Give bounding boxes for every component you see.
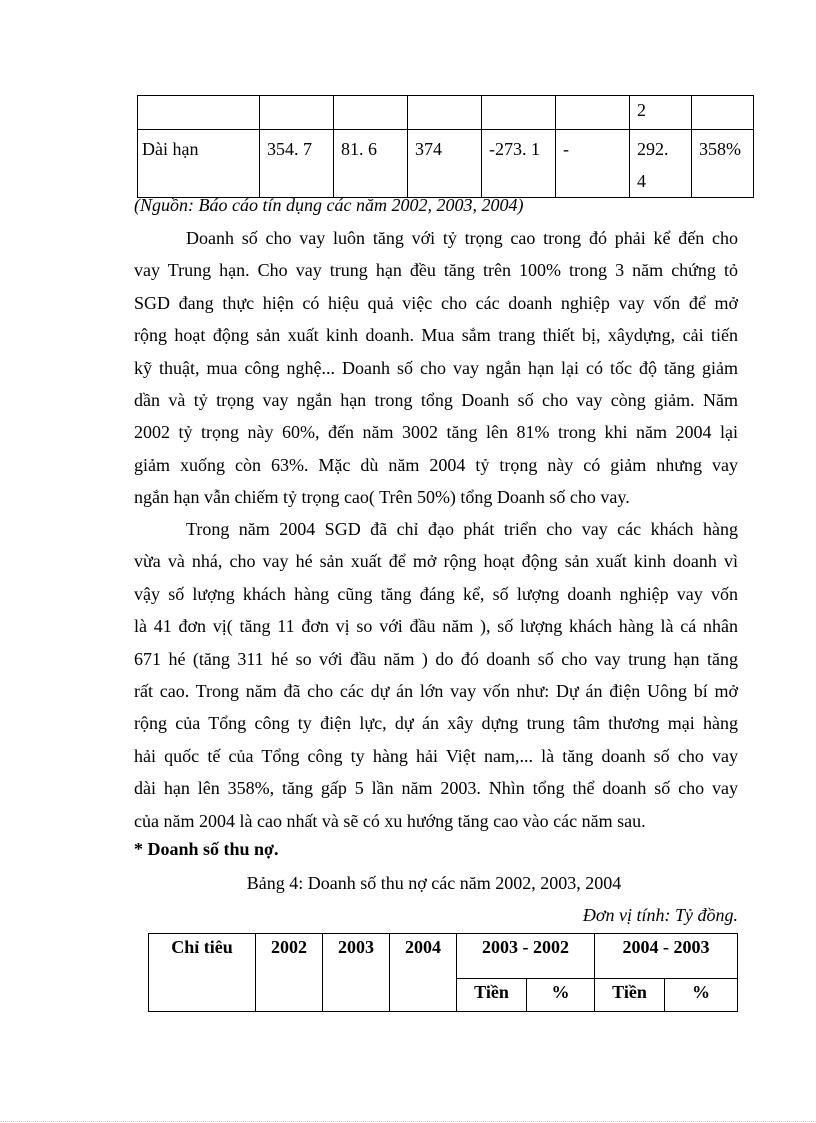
row-label-long-term: Dài hạn [138, 130, 260, 198]
paragraph-2004-development [134, 513, 738, 837]
text-line: 2002 tỷ trọng này 60%, đến năm 3002 tăng lên 81% trong khi năm 2004 lại [134, 422, 738, 443]
header-2002: 2002 [256, 934, 323, 1012]
text-line: Trong năm 2004 SGD đã chỉ đạo phát triển cho vay các khách hàng [186, 519, 738, 539]
text-line: dần và tỷ trọng vay ngắn hạn trong tổng Doanh số cho vay còng giảm. Năm [134, 390, 738, 411]
text-line: SGD đang thực hiện có hiệu quả việc cho các doanh nghiệp vay vốn để mở [134, 292, 738, 313]
text-line: ngắn hạn vẫn chiếm tỷ trọng cao( Trên 50%) tổng Doanh số cho vay. [134, 487, 630, 508]
table-header-row [149, 934, 738, 979]
text-line: hải quốc tế của Tổng công ty hàng hải Việt nam,... là tăng doanh số cho vay [134, 745, 738, 766]
text-line: là 41 đơn vị( tăng 11 đơn vị so với đầu năm ), số lượng khách hàng là cá nhân [134, 616, 738, 637]
text-line: Doanh số cho vay luôn tăng với tỷ trọng cao trong đó phải kể đến cho [186, 228, 738, 248]
table-cell: 374 [408, 130, 482, 198]
text-line: rộng hoạt động sản xuất kinh doanh. Mua sắm trang thiết bị, xâydựng, cải tiến [134, 325, 738, 346]
table-cell [556, 96, 630, 130]
split-value-a: 292. [637, 139, 669, 159]
table-cell: 354. 7 [260, 130, 334, 198]
text-line: 671 hé (tăng 311 hé so với đầu năm ) do đó doanh số cho vay trung hạn tăng [134, 648, 738, 669]
page-bottom-divider [0, 1121, 816, 1122]
header-2003: 2003 [323, 934, 390, 1012]
header-indicator: Chỉ tiêu [149, 934, 256, 1012]
source-note: (Nguồn: Báo cáo tín dụng các năm 2002, 2003, 2004) [134, 195, 524, 215]
credit-table-continuation [137, 95, 754, 198]
table-row [138, 130, 754, 198]
text-line: vừa và nhá, cho vay hé sản xuất để mở rộng hoạt động sản xuất kinh doanh vì [134, 551, 738, 572]
text-line: giảm xuống còn 63%. Mặc dù năm 2004 tỷ trọng này có giảm nhưng vay [134, 454, 738, 475]
table-caption: Bảng 4: Doanh số thu nợ các năm 2002, 2003, 2004 [246, 873, 622, 893]
subheader-money: Tiền [595, 979, 665, 1012]
text-line: kỹ thuật, mua công nghệ... Doanh số cho vay ngắn hạn lại có tốc độ tăng giảm [134, 357, 738, 378]
subheader-money: Tiền [457, 979, 527, 1012]
header-2004: 2004 [390, 934, 457, 1012]
debt-collection-table [148, 933, 738, 1012]
table-cell [138, 96, 260, 130]
paragraph-loan-growth [134, 222, 738, 514]
subheader-percent: % [527, 979, 595, 1012]
split-value-b: 4 [637, 171, 646, 191]
text-line: dài hạn lên 358%, tăng gấp 5 lần năm 2003. Nhìn tổng thể doanh số cho vay [134, 778, 738, 799]
table-cell [334, 96, 408, 130]
table-cell-split [630, 130, 692, 198]
table-cell [408, 96, 482, 130]
table-cell: - [556, 130, 630, 198]
text-line: rộng của Tổng công ty điện lực, dự án xây dựng trung tâm thương mại hàng [134, 713, 738, 734]
unit-note: Đơn vị tính: Tỷ đồng. [582, 905, 738, 925]
table-cell [692, 96, 754, 130]
table-cell-percent: 358% [692, 130, 754, 198]
table-cell [260, 96, 334, 130]
header-group-2004-2003: 2004 - 2003 [595, 934, 738, 979]
table-cell: 2 [630, 96, 692, 130]
subheader-percent: % [665, 979, 738, 1012]
table-cell: 81. 6 [334, 130, 408, 198]
text-line: vậy số lượng khách hàng cũng tăng đáng kể, số lượng doanh nghiệp vay vốn [134, 583, 738, 604]
section-heading: * Doanh số thu nợ. [134, 839, 279, 859]
text-line: vay Trung hạn. Cho vay trung hạn đều tăng trên 100% trong 3 năm chứng tỏ [134, 260, 738, 281]
table-cell: -273. 1 [482, 130, 556, 198]
table-row [138, 96, 754, 130]
table-cell [482, 96, 556, 130]
text-line: rất cao. Trong năm đã cho các dự án lớn vay vốn như: Dự án điện Uông bí mở [134, 681, 738, 702]
header-group-2003-2002: 2003 - 2002 [457, 934, 595, 979]
text-line: của năm 2004 là cao nhất và sẽ có xu hướng tăng cao vào các năm sau. [134, 810, 646, 831]
